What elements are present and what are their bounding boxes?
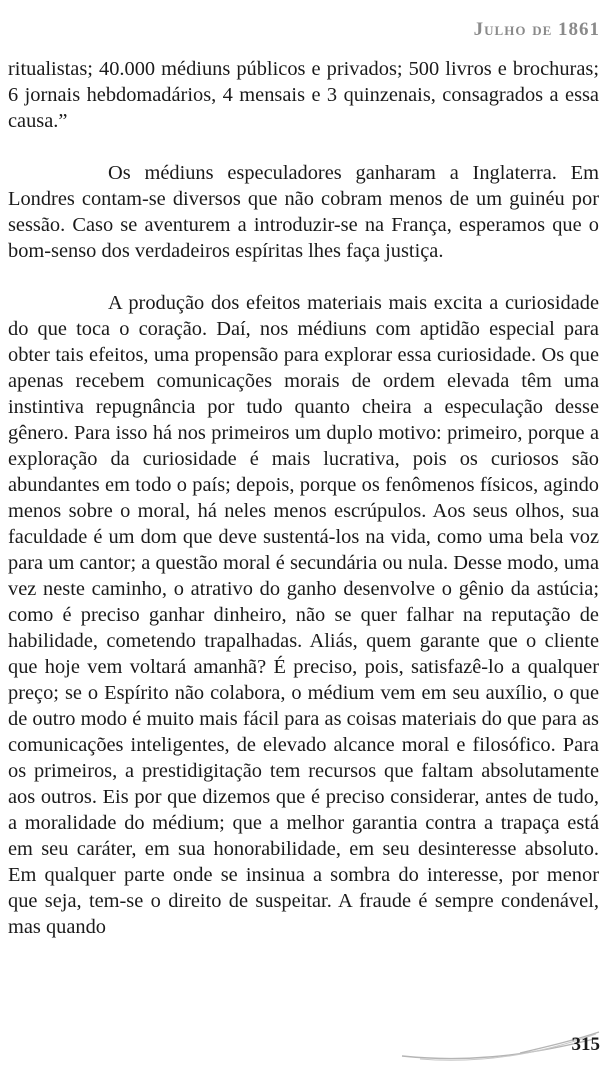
paragraph-continuation: ritualistas; 40.000 médiuns públicos e privados; 500 livros e brochuras; 6 jornais hebdomadários, 4 mensais e 3 quinzenais, consagrados a essa causa.” (8, 58, 599, 132)
paragraph-spacer (8, 264, 599, 290)
page-number: 315 (571, 1034, 600, 1055)
paragraph-mediuns-especuladores: Os médiuns especuladores ganharam a Inglaterra. Em Londres contam-se diversos que não cobram menos de um guinéu por sessão. Caso se aventurem a introduzir-se na França, esperamos que o bom-senso dos verdadeiros espíritas lhes faça justiça. (8, 162, 599, 262)
running-header: Julho de 1861 (473, 19, 600, 40)
footer-swash-ornament (400, 1028, 600, 1062)
page-body (8, 56, 599, 940)
paragraph-efeitos-materiais: A produção dos efeitos materiais mais excita a curiosidade do que toca o coração. Daí, nos médiuns com aptidão especial para obter tais efeitos, uma propensão para explorar essa curiosidade. Os que apenas recebem comunicações morais de ordem elevada têm uma instintiva repugnância por tudo quanto cheira a especulação desse gênero. Para isso há nos primeiros um duplo motivo: primeiro, porque a exploração da curiosidade é mais lucrativa, pois os curiosos são abundantes em todo o país; depois, porque os fenômenos físicos, agindo menos sobre o moral, há neles menos escrúpulos. Aos seus olhos, sua faculdade é um dom que deve sustentá-los na vida, como uma bela voz para um cantor; a questão moral é secundária ou nula. Desse modo, uma vez neste caminho, o atrativo do ganho desenvolve o gênio da astúcia; como é preciso ganhar dinheiro, não se quer falhar na reputação de habilidade, cometendo trapalhadas. Aliás, quem garante que o cliente que hoje vem voltará amanhã? É preciso, pois, satisfazê-lo a qualquer preço; se o Espírito não colabora, o médium vem em seu auxílio, o que de outro modo é muito mais fácil para as coisas materiais do que para as comunicações inteligentes, de elevado alcance moral e filosófico. Para os primeiros, a prestidigitação tem recursos que faltam absolutamente aos outros. Eis por que dizemos que é preciso considerar, antes de tudo, a moralidade do médium; que a melhor garantia contra a trapaça está em seu caráter, em sua honorabilidade, em seu desinteresse absoluto. Em qualquer parte onde se insinua a sombra do interesse, por menor que seja, tem-se o direito de suspeitar. A fraude é sempre condenável, mas quando (8, 292, 599, 938)
paragraph-spacer (8, 134, 599, 160)
